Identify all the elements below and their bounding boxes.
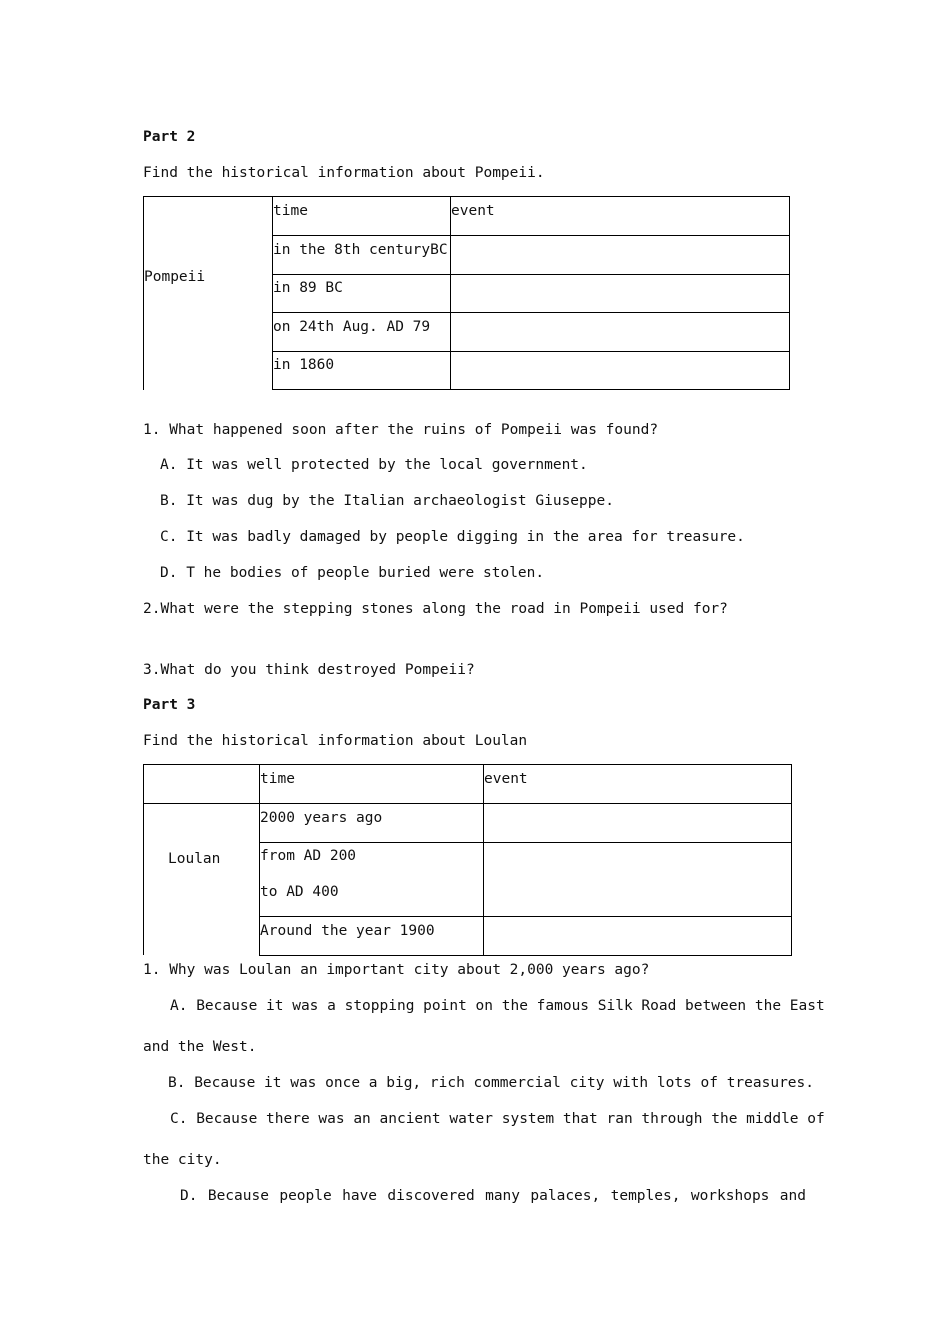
part2-q1-option-c: C. It was badly damaged by people digging in the area for treasure. [160, 529, 745, 545]
part2-instruction: Find the historical information about Pompeii. [143, 165, 545, 181]
part2-q2: 2.What were the stepping stones along the road in Pompeii used for? [143, 601, 728, 617]
part3-q1-option-b: B. Because it was once a big, rich commercial city with lots of treasures. [168, 1075, 815, 1091]
loulan-header-event: event [484, 771, 528, 787]
part2-q1-question: 1. What happened soon after the ruins of Pompeii was found? [143, 422, 659, 438]
pompeii-header-time: time [273, 203, 308, 219]
part3-q1-option-d: D. Because people have discovered many palaces, temples, workshops and [180, 1188, 806, 1204]
loulan-header-time: time [260, 771, 295, 787]
part3-q1-option-c: C. Because there was an ancient water system that ran through the middle of [170, 1111, 825, 1127]
pompeii-header-event: event [451, 203, 495, 219]
loulan-time-cell: from AD 200 [260, 848, 357, 864]
part2-q1-option-a: A. It was well protected by the local government. [160, 457, 588, 473]
pompeii-place-label: Pompeii [144, 269, 206, 285]
part2-q1-option-d: D. T he bodies of people buried were stolen. [160, 565, 545, 581]
pompeii-time-cell: in the 8th centuryBC [273, 242, 448, 258]
part2-q1-option-b: B. It was dug by the Italian archaeologist Giuseppe. [160, 493, 614, 509]
part3-q1-option-a-cont: and the West. [143, 1039, 257, 1055]
part3-q1-option-c-cont: the city. [143, 1152, 222, 1168]
pompeii-time-cell: in 89 BC [273, 280, 343, 296]
loulan-time-cell: 2000 years ago [260, 810, 383, 826]
part2-q3: 3.What do you think destroyed Pompeii? [143, 662, 475, 678]
loulan-place-label: Loulan [168, 851, 221, 867]
part3-q1-question: 1. Why was Loulan an important city about 2,000 years ago? [143, 962, 650, 978]
loulan-time-cell: to AD 400 [260, 884, 339, 900]
part3-heading: Part 3 [143, 697, 196, 713]
part3-q1-option-a: A. Because it was a stopping point on the famous Silk Road between the East [170, 998, 825, 1014]
loulan-time-cell: Around the year 1900 [260, 923, 435, 939]
part3-instruction: Find the historical information about Loulan [143, 733, 528, 749]
part2-heading: Part 2 [143, 129, 196, 145]
pompeii-time-cell: in 1860 [273, 357, 335, 373]
pompeii-time-cell: on 24th Aug. AD 79 [273, 319, 431, 335]
